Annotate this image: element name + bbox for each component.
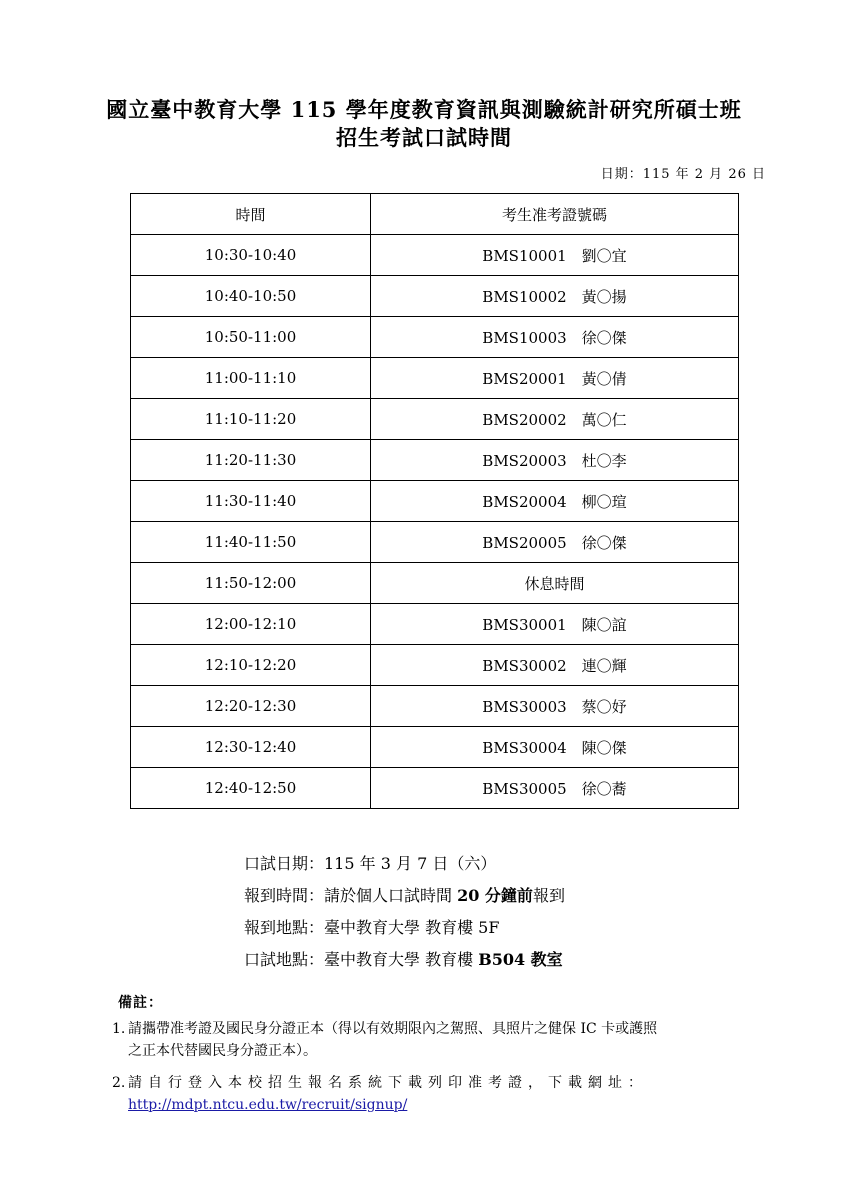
candidate-cell: BMS30002 連〇輝 bbox=[371, 645, 739, 686]
table-row bbox=[131, 604, 739, 645]
candidate-cell: BMS30001 陳〇誼 bbox=[371, 604, 739, 645]
table-row bbox=[131, 276, 739, 317]
candidate-cell: BMS20005 徐〇傑 bbox=[371, 522, 739, 563]
announcement-date: 日期：115 年 2 月 26 日 bbox=[600, 167, 766, 182]
candidate-cell: BMS10001 劉〇宜 bbox=[371, 235, 739, 276]
header-time: 時間 bbox=[131, 194, 371, 235]
candidate-cell: BMS20003 杜〇李 bbox=[371, 440, 739, 481]
candidate-cell: 休息時間 bbox=[371, 563, 739, 604]
candidate-cell: BMS30004 陳〇傑 bbox=[371, 727, 739, 768]
table-header-row bbox=[131, 194, 739, 235]
note-1: 1. 請攜帶准考證及國民身分證正本（得以有效期限內之駕照、具照片之健保 IC 卡或護照 之正本代替國民身分證正本）。 bbox=[112, 1021, 658, 1059]
exam-place: 口試地點：臺中教育大學 教育樓 B504 教室 bbox=[244, 950, 563, 969]
table-row bbox=[131, 440, 739, 481]
page-subtitle: 招生考試口試時間 bbox=[336, 125, 512, 150]
time-slot-cell: 12:20-12:30 bbox=[131, 686, 371, 727]
report-place: 報到地點：臺中教育大學 教育樓 5F bbox=[244, 918, 500, 937]
candidate-cell: BMS30005 徐〇蕎 bbox=[371, 768, 739, 809]
table-row bbox=[131, 727, 739, 768]
signup-link[interactable]: http://mdpt.ntcu.edu.tw/recruit/signup/ bbox=[128, 1097, 408, 1113]
candidate-cell: BMS10003 徐〇傑 bbox=[371, 317, 739, 358]
time-slot-cell: 12:00-12:10 bbox=[131, 604, 371, 645]
table-row bbox=[131, 563, 739, 604]
table-row bbox=[131, 645, 739, 686]
candidate-cell: BMS10002 黃〇揚 bbox=[371, 276, 739, 317]
candidate-cell: BMS20004 柳〇瑄 bbox=[371, 481, 739, 522]
time-slot-cell: 11:10-11:20 bbox=[131, 399, 371, 440]
time-slot-cell: 11:50-12:00 bbox=[131, 563, 371, 604]
table-row bbox=[131, 686, 739, 727]
schedule-table bbox=[130, 193, 739, 809]
time-slot-cell: 10:50-11:00 bbox=[131, 317, 371, 358]
exam-date: 口試日期：115 年 3 月 7 日（六） bbox=[244, 854, 497, 873]
table-row bbox=[131, 399, 739, 440]
table-row bbox=[131, 358, 739, 399]
time-slot-cell: 12:40-12:50 bbox=[131, 768, 371, 809]
time-slot-cell: 10:30-10:40 bbox=[131, 235, 371, 276]
candidate-cell: BMS30003 蔡〇妤 bbox=[371, 686, 739, 727]
time-slot-cell: 11:40-11:50 bbox=[131, 522, 371, 563]
table-row bbox=[131, 481, 739, 522]
time-slot-cell: 11:30-11:40 bbox=[131, 481, 371, 522]
table-row bbox=[131, 235, 739, 276]
report-time: 報到時間：請於個人口試時間 20 分鐘前報到 bbox=[244, 886, 565, 905]
time-slot-cell: 11:20-11:30 bbox=[131, 440, 371, 481]
table-row bbox=[131, 317, 739, 358]
page-title: 國立臺中教育大學 115 學年度教育資訊與測驗統計研究所碩士班 bbox=[106, 97, 742, 122]
exam-info bbox=[244, 848, 565, 976]
candidate-cell: BMS20002 萬〇仁 bbox=[371, 399, 739, 440]
time-slot-cell: 11:00-11:10 bbox=[131, 358, 371, 399]
table-row bbox=[131, 522, 739, 563]
notes-heading: 備註： bbox=[118, 995, 163, 1011]
time-slot-cell: 10:40-10:50 bbox=[131, 276, 371, 317]
table-row bbox=[131, 768, 739, 809]
time-slot-cell: 12:10-12:20 bbox=[131, 645, 371, 686]
header-ticket-number: 考生准考證號碼 bbox=[371, 194, 739, 235]
time-slot-cell: 12:30-12:40 bbox=[131, 727, 371, 768]
candidate-cell: BMS20001 黃〇倩 bbox=[371, 358, 739, 399]
exam-room: B504 教室 bbox=[478, 950, 563, 969]
note-2: 2. 請自行登入本校招生報名系統下載列印准考證，下載網址： http://mdpt.ntcu.edu.tw/recruit/signup/ bbox=[112, 1075, 648, 1113]
report-time-emphasis: 20 分鐘前 bbox=[457, 886, 533, 905]
